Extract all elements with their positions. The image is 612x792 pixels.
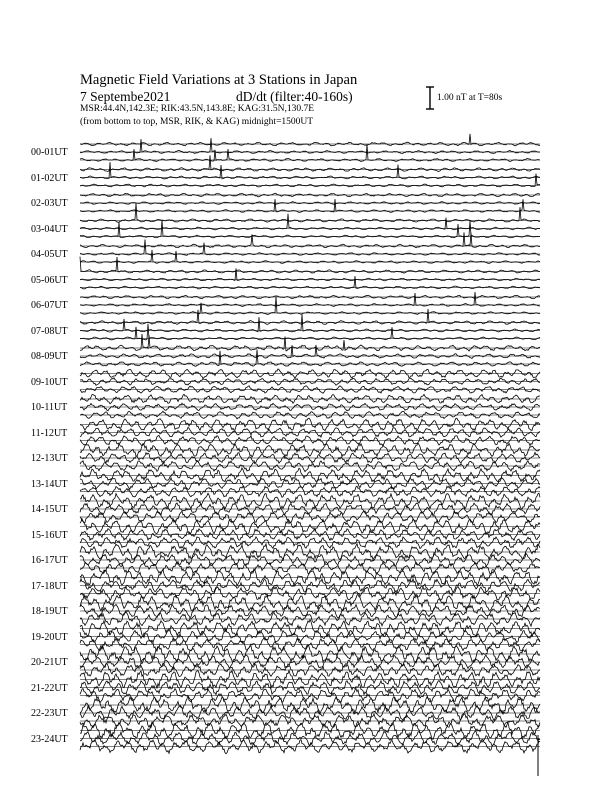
station-trace	[80, 240, 540, 256]
hour-label: 02-03UT	[31, 198, 68, 209]
hour-label: 05-06UT	[31, 274, 68, 286]
hour-label: 23-24UT	[31, 733, 68, 745]
date-label: 7 Septembe2021	[80, 89, 171, 104]
station-trace	[80, 232, 540, 247]
hour-label: 07-08UT	[31, 325, 68, 337]
hour-label: 22-23UT	[31, 708, 68, 719]
scale-bar-label: 1.00 nT at T=80s	[437, 93, 503, 103]
hour-label: 11-12UT	[31, 427, 68, 439]
station-trace	[80, 468, 540, 482]
hour-label: 15-16UT	[31, 529, 68, 541]
hour-label: 18-19UT	[31, 606, 68, 617]
station-trace	[80, 214, 540, 230]
hour-label: 13-14UT	[31, 478, 68, 490]
chart-title: Magnetic Field Variations at 3 Stations in Japan	[80, 72, 358, 88]
hour-label: 08-09UT	[31, 351, 68, 362]
hour-label: 12-13UT	[31, 453, 68, 464]
station-trace	[80, 345, 540, 359]
hour-label: 06-07UT	[31, 300, 68, 311]
station-trace	[80, 250, 540, 263]
hour-label: 21-22UT	[31, 682, 68, 694]
station-trace	[80, 309, 540, 324]
station-trace	[80, 257, 540, 274]
quantity-label: dD/dt (filter:40-160s)	[236, 89, 353, 104]
hour-label: 17-18UT	[31, 580, 68, 592]
hour-label: 20-21UT	[31, 657, 68, 668]
hour-label: 00-01UT	[31, 147, 68, 158]
hour-label: 10-11UT	[31, 402, 68, 413]
hour-label: 01-02UT	[31, 172, 68, 184]
station-trace	[80, 203, 540, 222]
hour-label: 14-15UT	[31, 504, 68, 515]
station-order-note: (from bottom to top, MSR, RIK, & KAG) midnight=1500UT	[80, 117, 314, 127]
hour-label: 16-17UT	[31, 555, 68, 566]
hour-label: 03-04UT	[31, 223, 68, 235]
hour-label: 04-05UT	[31, 249, 68, 260]
station-trace	[80, 199, 540, 212]
station-trace	[80, 292, 540, 306]
station-trace	[80, 155, 540, 171]
hour-label: 09-10UT	[31, 376, 68, 388]
hour-label: 19-20UT	[31, 631, 68, 643]
station-coordinates: MSR:44.4N,142.3E; RIK:43.5N,143.8E; KAG:31.5N,130.7E	[80, 104, 315, 114]
station-trace	[80, 334, 540, 351]
station-trace	[80, 174, 540, 187]
